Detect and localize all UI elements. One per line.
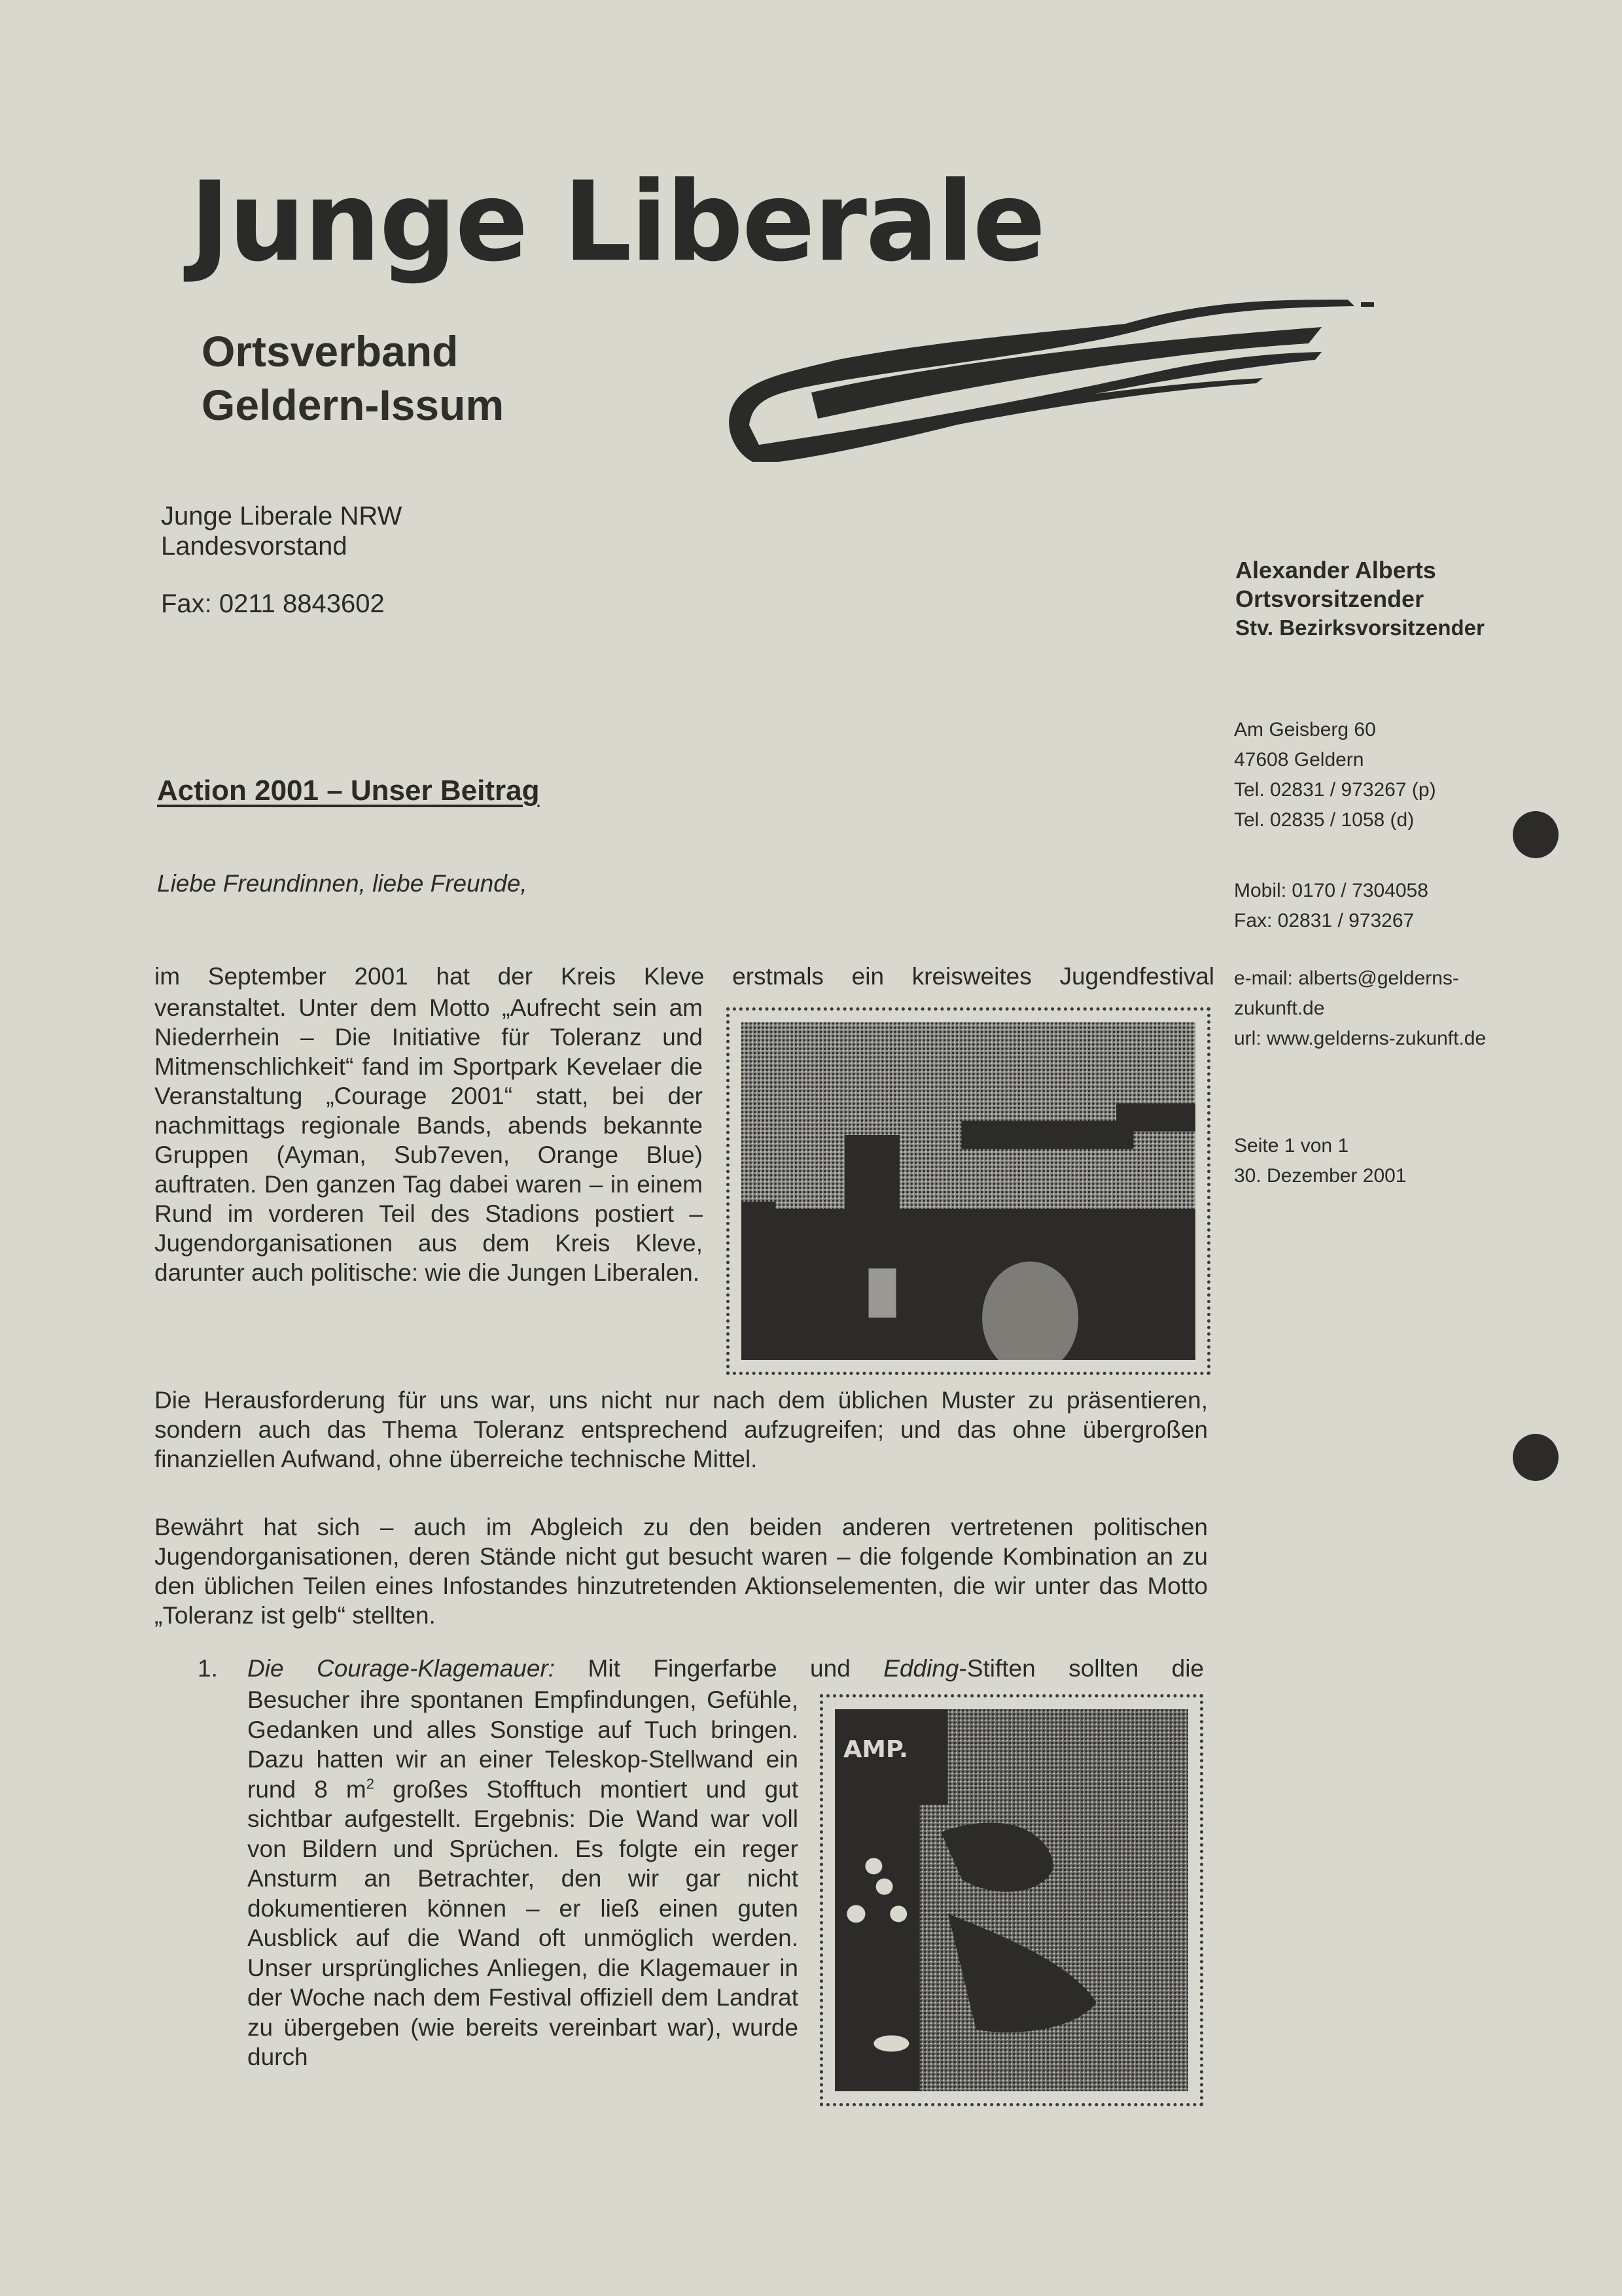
page-info: Seite 1 von 1 [1234,1135,1349,1157]
sender-header [1235,556,1485,642]
paragraph-1: veranstaltet. Unter dem Motto „Aufrecht sein am Niederrhein – Die Initiative für Toleranz und Mitmenschlichkeit“ fand im Sportpark Kevelaer die Veranstaltung „Courage 2001“ statt, bei der nachmittags regionale Bands, abends bekannte Gruppen (Ayman, Sub7even, Orange Blue) auftraten. Den ganzen Tag dabei waren – in einem Rund im vorderen Teil des Stadions postiert – Jugendorganisationen aus dem Kreis Kleve, darunter auch politische: wie die Jungen Liberalen. [154,994,703,1286]
recipient-fax: Fax: 0211 8843602 [161,589,385,618]
sender-tel-office: Tel. 02835 / 1058 (d) [1234,809,1415,831]
sender-street: Am Geisberg 60 [1234,719,1376,740]
punch-hole-icon [1513,1434,1559,1481]
sender-email-line1[interactable]: e-mail: alberts@gelderns- [1234,967,1459,989]
sender-name: Alexander Alberts [1235,557,1436,583]
sender-contact [1234,715,1486,1191]
list-item-title: Die Courage-Klagemauer: [247,1655,555,1682]
sender-url[interactable]: url: www.gelderns-zukunft.de [1234,1028,1487,1049]
logo-subtitle-line1: Ortsverband [202,327,459,375]
superscript-two: 2 [366,1775,374,1792]
list-item-rest-b: großes Stofftuch montiert und gut sichtbar aufgestellt. Ergebnis: Die Wand war voll von Bildern und Sprüchen. Es folgte ein reger Ansturm an Betrachter, den wir gar nicht dokumentieren können – er ließ einen guten Ausblick auf die Wand oft unmöglich werden. Unser ursprüngliches Anliegen, die Klagemauer in der Woche nach dem Festival offiziell dem Landrat zu übergeben (wie bereits vereinbart war), wurde durch [247,1775,798,2070]
logo-title: Junge Liberale [190,158,1045,286]
sender-fax: Fax: 02831 / 973267 [1234,910,1415,931]
paragraph-2: Die Herausforderung für uns war, uns nicht nur nach dem üblichen Muster zu präsentieren, sondern auch das Thema Toleranz entsprechend aufzugreifen; und das ohne übergroßen finanziellen Aufwand, ohne überreiche technische Mittel. [154,1387,1208,1472]
list-item-edding: Edding [883,1655,959,1682]
festival-stage-photo-icon [741,1022,1195,1360]
recipient-line2: Landesvorstand [161,532,347,561]
paragraph-1-first-line: im September 2001 hat der Kreis Kleve erstmals ein kreisweites Jugendfestival [154,963,1214,990]
punch-hole-icon [1513,811,1559,858]
recipient-address [161,501,402,619]
salutation: Liebe Freundinnen, liebe Freunde, [157,870,527,897]
list-item-text-b: -Stiften sollten die [959,1655,1205,1682]
photo-sign-text: AMP. [843,1735,909,1763]
brush-stroke-icon [694,229,1479,464]
recipient-line1: Junge Liberale NRW [161,502,402,531]
sender-tel-private: Tel. 02831 / 973267 (p) [1234,779,1436,801]
klagemauer-photo [820,1694,1203,2106]
letter-date: 30. Dezember 2001 [1234,1165,1407,1187]
klagemauer-photo-icon [835,1709,1188,2091]
sender-role1: Ortsvorsitzender [1235,585,1424,612]
paragraph-3: Bewährt hat sich – auch im Abgleich zu den beiden anderen vertretenen politischen Jugendorganisationen, deren Stände nicht gut besucht waren – die folgende Kombination an zu den üblichen Teilen eines Infostandes hinzutretenden Aktionselementen, die wir unter das Motto „Toleranz ist gelb“ stellten. [154,1514,1208,1629]
letter-subject: Action 2001 – Unser Beitrag [157,774,540,807]
list-item-first-line [247,1655,1204,1682]
sender-role2: Stv. Bezirksvorsitzender [1235,616,1485,640]
list-item-body [247,1685,798,2072]
festival-photo [726,1007,1210,1375]
sender-email-line2[interactable]: zukunft.de [1234,998,1325,1019]
list-item-number: 1. [198,1655,218,1682]
list-item-rest-a: Besucher ihre spontanen Empfindungen, Gefühle, Gedanken und alles Sonstige auf Tuch bringen. Dazu hatten wir an einer Teleskop-Stellwand ein rund 8 m [247,1686,798,1803]
list-item-text-a: Mit Fingerfarbe und [588,1655,851,1682]
logo-subtitle-line2: Geldern-Issum [202,381,504,429]
sender-mobile: Mobil: 0170 / 7304058 [1234,880,1428,901]
sender-city: 47608 Geldern [1234,749,1364,771]
logo-subtitle [202,324,504,432]
